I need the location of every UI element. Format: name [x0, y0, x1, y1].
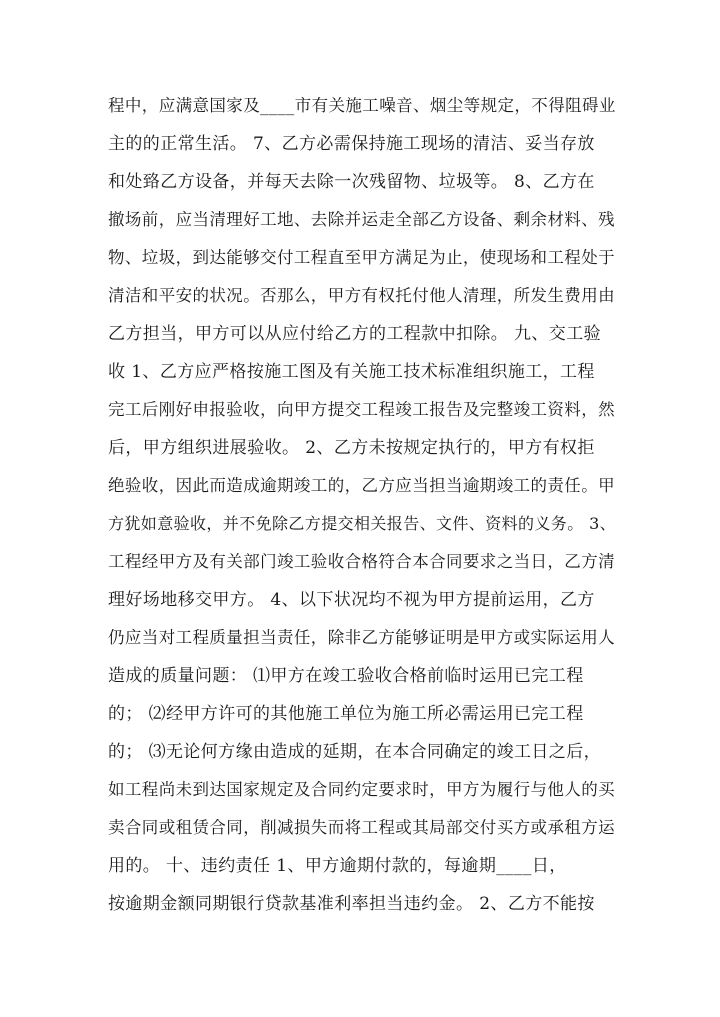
- text-line-11: 绝验收，因此而造成逾期竣工的，乙方应当担当逾期竣工的责任。甲: [108, 476, 615, 495]
- text-line-17: 的； ⑵经甲方许可的其他施工单位为施工所必需运用已完工程: [108, 704, 584, 724]
- text-line-2: 主的的正常生活。 7、乙方必需保持施工现场的清洁、妥当存放: [108, 134, 595, 154]
- text-line-9: 完工后刚好申报验收，向甲方提交工程竣工报告及完整竣工资料，然: [108, 400, 615, 419]
- text-line-1: 程中，应满意国家及____市有关施工噪音、烟尘等规定，不得阻碍业: [108, 96, 616, 115]
- text-line-22: 按逾期金额同期银行贷款基准利率担当违约金。 2、乙方不能按: [108, 894, 595, 914]
- text-line-21: 用的。 十、违约责任 1、甲方逾期付款的，每逾期____日，: [108, 856, 567, 876]
- text-line-3: 和处臵乙方设备，并每天去除一次残留物、垃圾等。 8、乙方在: [108, 172, 595, 192]
- text-line-8: 收 1、乙方应严格按施工图及有关施工技术标准组织施工，工程: [108, 362, 595, 382]
- text-line-14: 理好场地移交甲方。 4、以下状况均不视为甲方提前运用，乙方: [108, 590, 595, 610]
- text-line-7: 乙方担当，甲方可以从应付给乙方的工程款中扣除。 九、交工验: [108, 324, 602, 344]
- text-line-12: 方犹如意验收，并不免除乙方提交相关报告、文件、资料的义务。 3、: [108, 514, 617, 533]
- text-line-18: 的； ⑶无论何方缘由造成的延期，在本合同确定的竣工日之后，: [108, 742, 602, 762]
- text-line-5: 物、垃圾，到达能够交付工程直至甲方满足为止，使现场和工程处于: [108, 248, 615, 267]
- text-line-4: 撤场前，应当清理好工地、去除并运走全部乙方设备、剩余材料、残: [108, 210, 615, 229]
- text-line-19: 如工程尚未到达国家规定及合同约定要求时，甲方为履行与他人的买: [108, 780, 615, 799]
- text-line-13: 工程经甲方及有关部门竣工验收合格符合本合同要求之当日，乙方清: [108, 552, 615, 571]
- text-line-20: 卖合同或租赁合同，削减损失而将工程或其局部交付买方或承租方运: [108, 818, 615, 837]
- text-line-10: 后，甲方组织进展验收。 2、乙方未按规定执行的，甲方有权拒: [108, 438, 595, 458]
- text-line-6: 清洁和平安的状况。否那么，甲方有权托付他人清理，所发生费用由: [108, 286, 615, 305]
- text-line-15: 仍应当对工程质量担当责任，除非乙方能够证明是甲方或实际运用人: [108, 628, 615, 647]
- text-line-16: 造成的质量问题： ⑴甲方在竣工验收合格前临时运用已完工程: [108, 666, 584, 686]
